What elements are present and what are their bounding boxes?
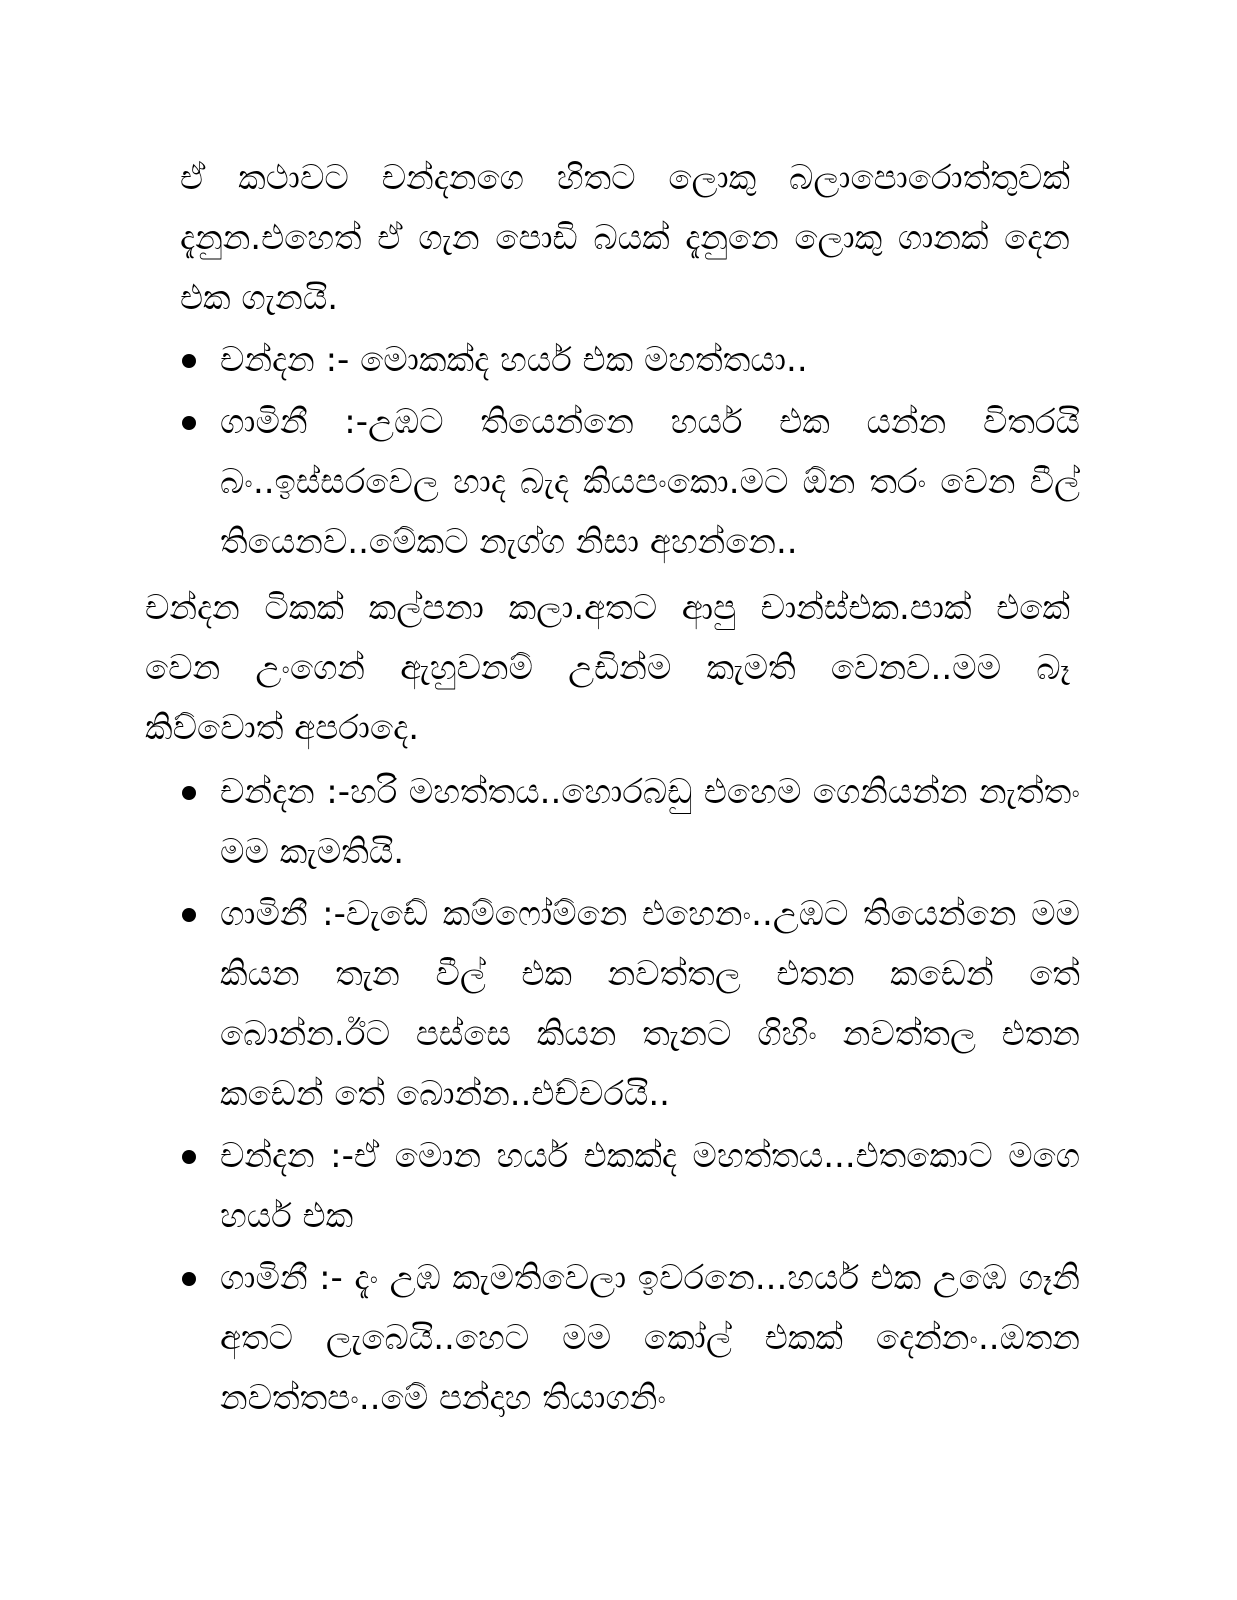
dialogue-text: ගාමිනී :- දැං උඹ කැමතිවෙලා ඉවරනෙ...හයර් එක උඹෙ ගෑනි අතට ලැබෙයි..හෙට මම කෝල් එකක් දෙන්නං..ඔතන නවත්තපං..මේ පන්දාහ තියාගනිං xyxy=(220,1258,1080,1418)
bullet-icon xyxy=(182,786,196,800)
bullet-icon xyxy=(182,416,196,430)
dialogue-text: ගාමිනී :-වැඩේ කම්ෆෝම්නෙ එහෙනං..උඹට තියෙන්නෙ මම කියන තැන වීල් එක නවත්තල එතන කඩෙන් තේ බොන්න.ඊට පස්සෙ කියන තැනට ගිහිං නවත්තල එතන කඩෙන් තේ බොන්න..එච්චරයි.. xyxy=(220,894,1080,1114)
dialogue-list-1 xyxy=(180,330,1080,574)
bullet-icon xyxy=(182,354,196,368)
bullet-icon xyxy=(182,908,196,922)
paragraph-intro: ඒ කථාවට චන්දනගෙ හිතට ලොකු බලාපොරොත්තුවක් දැනුන.එහෙත් ඒ ගැන පොඩි බයක් දැනුනෙ ලොකු ගානක් දෙන එක ගැනයි. xyxy=(180,158,1070,318)
dialogue-list-2 xyxy=(180,762,1080,1430)
dialogue-item xyxy=(180,330,1080,390)
dialogue-item xyxy=(180,1126,1080,1246)
dialogue-text: ගාමිනී :-උඹට තියෙන්නෙ හයර් එක යන්න විතරයි බං..ඉස්සරවෙල හාද බැද කියපංකො.මට ඕන තරං වෙන වීල් තියෙනව..මේකට නැග්ග නිසා අහන්නෙ.. xyxy=(220,402,1080,562)
dialogue-item xyxy=(180,884,1080,1124)
paragraph-narration: චන්දන ටිකක් කල්පනා කලා.අතට ආපු චාන්ස්එක.පාක් එකේ වෙන උංගෙන් ඇහුවනම් උඩින්ම කැමති වෙනව..මම බෑ කිව්වොත් අපරාදෙ. xyxy=(145,588,1070,748)
bullet-icon xyxy=(182,1150,196,1164)
dialogue-text: චන්දන :- මොකක්ද හයර් එක මහත්තයා.. xyxy=(220,340,808,380)
dialogue-item xyxy=(180,1248,1080,1428)
dialogue-text: චන්දන :-හරි මහත්තය..හොරබඩු එහෙම ගෙනියන්න නැත්තං මම කැමතියි. xyxy=(220,772,1080,872)
dialogue-item xyxy=(180,392,1080,572)
dialogue-item xyxy=(180,762,1080,882)
bullet-icon xyxy=(182,1272,196,1286)
dialogue-text: චන්දන :-ඒ මොන හයර් එකක්ද මහත්තය...එතකොට මගෙ හයර් එක xyxy=(220,1136,1080,1236)
